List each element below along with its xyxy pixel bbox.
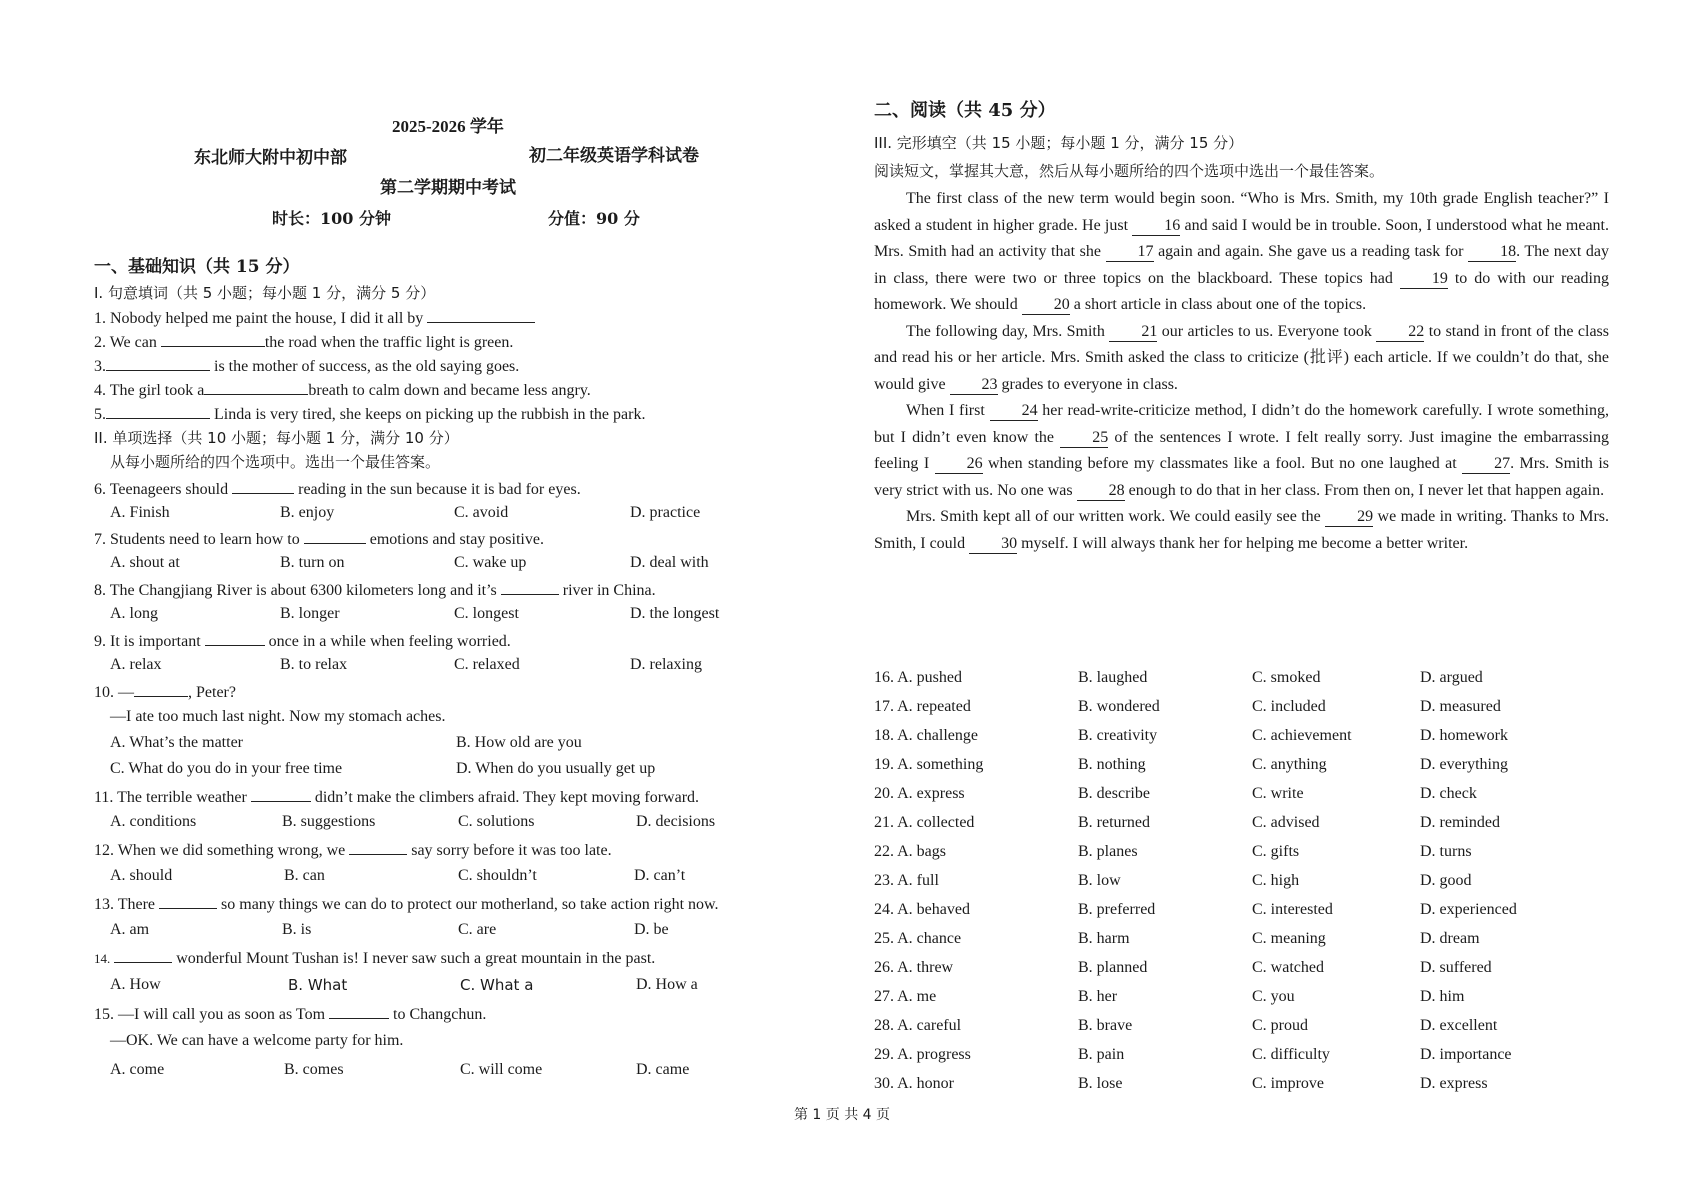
q8-option-c: C. longest <box>454 605 519 622</box>
q14-option-b: B. What <box>288 976 348 994</box>
q9-option-a: A. relax <box>110 656 162 673</box>
cloze-option-24-d: D. experienced <box>1420 901 1517 918</box>
q1-blank <box>427 307 535 323</box>
q8-blank <box>501 579 559 595</box>
part1-title: 一、基础知识（共 15 分） <box>94 257 300 277</box>
cloze-option-16-c: C. smoked <box>1252 669 1321 686</box>
cloze-option-26-b: B. planned <box>1078 959 1148 976</box>
cloze-option-28-b: B. brave <box>1078 1017 1133 1034</box>
q5 <box>94 403 645 425</box>
cloze-option-23-c: C. high <box>1252 872 1300 889</box>
cloze-option-27-c: C. you <box>1252 988 1295 1005</box>
q9-post: once in a while when feeling worried. <box>268 633 511 650</box>
q2 <box>94 331 513 353</box>
cloze-option-29-c: C. difficulty <box>1252 1046 1330 1063</box>
cloze-option-26-c: C. watched <box>1252 959 1324 976</box>
p3-text-1: When I first <box>906 402 990 419</box>
cloze-option-28-d: D. excellent <box>1420 1017 1498 1034</box>
q7 <box>94 528 544 550</box>
q5-blank <box>106 403 210 419</box>
q11-option-d: D. decisions <box>636 813 716 830</box>
q14 <box>94 947 655 969</box>
blank-21: 21 <box>1109 323 1157 342</box>
cloze-option-21-c: C. advised <box>1252 814 1320 831</box>
q15-post: to Changchun. <box>393 1006 487 1023</box>
q13-option-d: D. be <box>634 921 669 938</box>
cloze-option-26-a: 26. A. threw <box>874 959 954 976</box>
q12-post: say sorry before it was too late. <box>411 842 612 859</box>
q12-blank <box>349 839 407 855</box>
p3-text-2: her read-write-criticize method, I didn’t do the homework carefully. I wrote something, but I didn’t even know the <box>874 402 1610 446</box>
q4-post: breath to calm down and became less angry. <box>308 382 591 399</box>
q7-pre: 7. Students need to learn how to <box>94 531 300 548</box>
cloze-option-20-b: B. describe <box>1078 785 1150 802</box>
p3-text-6: enough to do that in her class. From then on, I never let that happen again. <box>1124 481 1605 499</box>
q11-option-c: C. solutions <box>458 813 535 830</box>
blank-26: 26 <box>935 455 983 474</box>
cloze-option-22-a: 22. A. bags <box>874 843 946 860</box>
cloze-option-19-a: 19. A. something <box>874 756 984 773</box>
q14-option-c: C. What a <box>460 976 534 994</box>
q9-option-b: B. to relax <box>280 656 348 673</box>
p3-text-4: when standing before my classmates like a fool. But no one laughed at <box>982 455 1463 472</box>
cloze-option-28-c: C. proud <box>1252 1017 1308 1034</box>
cloze-option-18-b: B. creativity <box>1078 727 1158 744</box>
q11-post: didn’t make the climbers afraid. They kept moving forward. <box>314 789 700 806</box>
cloze-option-28-a: 28. A. careful <box>874 1017 962 1034</box>
cloze-option-18-d: D. homework <box>1420 727 1508 744</box>
cloze-option-21-b: B. returned <box>1078 814 1150 831</box>
blank-29: 29 <box>1325 508 1373 527</box>
cloze-option-27-a: 27. A. me <box>874 988 937 1005</box>
q10-pre: 10. — <box>94 684 134 701</box>
blank-16: 16 <box>1132 217 1180 236</box>
cloze-option-21-a: 21. A. collected <box>874 814 975 831</box>
cloze-option-30-a: 30. A. honor <box>874 1075 954 1092</box>
p1-text-5: to do with our reading homework. We should <box>874 269 1609 313</box>
cloze-passage <box>874 186 1609 557</box>
q6-option-c: C. avoid <box>454 504 509 521</box>
cloze-option-26-d: D. suffered <box>1420 959 1492 976</box>
p4-text-1: Mrs. Smith kept all of our written work. We could easily see the <box>906 508 1326 525</box>
q8-option-d: D. the longest <box>630 605 720 622</box>
cloze-option-30-b: B. lose <box>1078 1075 1123 1092</box>
q2-blank <box>161 331 265 347</box>
exam-subject: 初二年级英语学科试卷 <box>529 146 699 166</box>
q6-blank <box>232 478 294 494</box>
q3-post: is the mother of success, as the old saying goes. <box>214 358 520 375</box>
cloze-option-25-a: 25. A. chance <box>874 930 962 947</box>
q9-pre: 9. It is important <box>94 633 201 650</box>
q15-option-c: C. will come <box>460 1061 543 1078</box>
q10-post: , Peter? <box>188 684 236 701</box>
p1-text-2: and said I would be in trouble. Soon, I understood what he meant. Mrs. Smith had an activity that she <box>874 216 1609 260</box>
q13 <box>94 893 719 915</box>
cloze-option-29-b: B. pain <box>1078 1046 1125 1063</box>
q11-option-b: B. suggestions <box>282 813 376 830</box>
q14-post: wonderful Mount Tushan is! I never saw such a great mountain in the past. <box>176 950 656 967</box>
q4-blank <box>204 379 308 395</box>
q8-pre: 8. The Changjiang River is about 6300 kilometers long and it’s <box>94 582 497 599</box>
q7-option-c: C. wake up <box>454 554 527 571</box>
q10-option-a: A. What’s the matter <box>110 734 243 751</box>
cloze-paragraph-2 <box>874 319 1609 399</box>
q7-post: emotions and stay positive. <box>369 531 544 548</box>
cloze-paragraph-1 <box>874 186 1609 319</box>
q8-option-a: A. long <box>110 605 158 622</box>
cloze-option-19-d: D. everything <box>1420 756 1508 773</box>
q9-option-c: C. relaxed <box>454 656 520 673</box>
part2-title: 二、阅读（共 45 分） <box>874 100 1056 121</box>
q8 <box>94 579 656 601</box>
blank-23: 23 <box>950 376 998 395</box>
cloze-option-16-a: 16. A. pushed <box>874 669 962 686</box>
p1-text-6: a short article in class about one of the topics. <box>1069 296 1367 313</box>
q13-option-a: A. am <box>110 921 150 938</box>
q12-pre: 12. When we did something wrong, we <box>94 842 346 859</box>
sec2-instruction: 从每小题所给的四个选项中。选出一个最佳答案。 <box>110 453 441 471</box>
cloze-option-22-d: D. turns <box>1420 843 1472 860</box>
blank-22: 22 <box>1376 323 1424 342</box>
cloze-option-16-b: B. laughed <box>1078 669 1148 686</box>
school-name: 东北师大附中初中部 <box>194 148 347 168</box>
cloze-option-30-c: C. improve <box>1252 1075 1324 1092</box>
sec2-title: II. 单项选择（共 10 小题；每小题 1 分，满分 10 分） <box>94 429 459 447</box>
cloze-option-17-b: B. wondered <box>1078 698 1160 715</box>
q13-blank <box>159 893 217 909</box>
cloze-option-23-b: B. low <box>1078 872 1121 889</box>
q12-option-d: D. can’t <box>634 867 686 884</box>
q2-post: the road when the traffic light is green. <box>264 334 514 351</box>
cloze-option-18-a: 18. A. challenge <box>874 727 978 744</box>
q4-pre: 4. The girl took a <box>94 382 205 399</box>
q15-option-b: B. comes <box>284 1061 344 1078</box>
q9 <box>94 630 511 652</box>
sec3-instruction: 阅读短文，掌握其大意，然后从每小题所给的四个选项中选出一个最佳答案。 <box>874 162 1385 180</box>
q8-post: river in China. <box>562 582 656 599</box>
cloze-option-21-d: D. reminded <box>1420 814 1500 831</box>
cloze-option-29-a: 29. A. progress <box>874 1046 971 1063</box>
sec3-title: III. 完形填空（共 15 小题；每小题 1 分，满分 15 分） <box>874 134 1244 152</box>
q12-option-a: A. should <box>110 867 173 884</box>
cloze-option-19-c: C. anything <box>1252 756 1327 773</box>
blank-28: 28 <box>1077 482 1125 501</box>
sec1-title: I. 句意填词（共 5 小题；每小题 1 分，满分 5 分） <box>94 284 436 302</box>
blank-27: 27 <box>1462 455 1510 474</box>
exam-name: 第二学期期中考试 <box>380 178 516 198</box>
p3-text-3: of the sentences I wrote. I felt really sorry. Just imagine the embarrassing feeling I <box>874 428 1610 472</box>
cloze-option-25-c: C. meaning <box>1252 930 1326 947</box>
q15-option-d: D. came <box>636 1061 690 1078</box>
cloze-option-22-c: C. gifts <box>1252 843 1300 860</box>
q14-blank <box>114 947 172 963</box>
blank-17: 17 <box>1106 243 1154 262</box>
q4 <box>94 379 591 401</box>
q5-pre: 5. <box>94 406 106 423</box>
q11 <box>94 786 699 808</box>
q2-pre: 2. We can <box>94 334 157 351</box>
cloze-option-27-b: B. her <box>1078 988 1118 1005</box>
q9-blank <box>205 630 265 646</box>
q6-post: reading in the sun because it is bad for eyes. <box>298 481 581 498</box>
q10-option-b: B. How old are you <box>456 734 582 751</box>
q15-blank <box>329 1003 389 1019</box>
p3-text-5: . Mrs. Smith is very strict with us. No one was <box>874 455 1610 499</box>
p2-text-3: to stand in front of the class and read his or her article. Mrs. Smith asked the class to criticize (批评) each article. If we couldn’t do that, she would give <box>874 322 1610 393</box>
q10 <box>94 681 236 703</box>
blank-25: 25 <box>1060 429 1108 448</box>
blank-19: 19 <box>1400 270 1448 289</box>
q11-blank <box>251 786 311 802</box>
p2-text-2: our articles to us. Everyone took <box>1157 322 1377 340</box>
p1-text-1: The first class of the new term would begin soon. “Who is Mrs. Smith, my 10th grade English teacher?” I asked a student in higher grade. He just <box>874 190 1609 234</box>
q11-pre: 11. The terrible weather <box>94 789 247 806</box>
school-year: 2025-2026 学年 <box>392 117 504 136</box>
cloze-paragraph-4 <box>874 504 1609 557</box>
q10-option-c: C. What do you do in your free time <box>110 760 343 777</box>
q12-option-b: B. can <box>284 867 325 884</box>
q13-pre: 13. There <box>94 896 156 913</box>
cloze-option-17-a: 17. A. repeated <box>874 698 971 715</box>
cloze-option-23-d: D. good <box>1420 872 1472 889</box>
q10-reply: —I ate too much last night. Now my stomach aches. <box>110 708 446 725</box>
q15 <box>94 1003 486 1025</box>
cloze-option-27-d: D. him <box>1420 988 1465 1005</box>
q13-post: so many things we can do to protect our motherland, so take action right now. <box>221 896 719 913</box>
cloze-option-17-d: D. measured <box>1420 698 1501 715</box>
exam-score: 分值：90 分 <box>548 209 640 228</box>
cloze-option-16-d: D. argued <box>1420 669 1483 686</box>
cloze-paragraph-3 <box>874 398 1609 504</box>
q15-reply: —OK. We can have a welcome party for him. <box>110 1032 404 1049</box>
q13-option-c: C. are <box>458 921 497 938</box>
q1-text: 1. Nobody helped me paint the house, I did it all by <box>94 310 424 327</box>
p2-text-4: grades to everyone in class. <box>997 375 1178 393</box>
q3 <box>94 355 519 377</box>
q3-blank <box>106 355 210 371</box>
cloze-option-24-b: B. preferred <box>1078 901 1156 918</box>
cloze-option-19-b: B. nothing <box>1078 756 1146 773</box>
q10-option-d: D. When do you usually get up <box>456 760 656 777</box>
cloze-option-17-c: C. included <box>1252 698 1326 715</box>
p4-text-2: we made in writing. Thanks to Mrs. Smith, I could <box>874 508 1609 552</box>
cloze-option-29-d: D. importance <box>1420 1046 1512 1063</box>
blank-24: 24 <box>990 402 1038 421</box>
cloze-option-25-b: B. harm <box>1078 930 1130 947</box>
exam-duration: 时长：100 分钟 <box>272 209 391 228</box>
blank-30: 30 <box>969 535 1017 554</box>
q12 <box>94 839 612 861</box>
cloze-option-25-d: D. dream <box>1420 930 1480 947</box>
q7-option-a: A. shout at <box>110 554 180 571</box>
q13-option-b: B. is <box>282 921 312 938</box>
q6 <box>94 478 581 500</box>
q10-blank <box>134 681 188 697</box>
cloze-option-24-c: C. interested <box>1252 901 1333 918</box>
q12-option-c: C. shouldn’t <box>458 867 537 884</box>
q1 <box>94 307 535 329</box>
cloze-option-23-a: 23. A. full <box>874 872 939 889</box>
q15-option-a: A. come <box>110 1061 165 1078</box>
cloze-option-22-b: B. planes <box>1078 843 1138 860</box>
q3-pre: 3. <box>94 358 106 375</box>
q5-post: Linda is very tired, she keeps on picking up the rubbish in the park. <box>214 406 646 423</box>
blank-20: 20 <box>1022 296 1070 315</box>
cloze-option-20-d: D. check <box>1420 785 1477 802</box>
p2-text-1: The following day, Mrs. Smith <box>906 322 1110 340</box>
q7-blank <box>304 528 366 544</box>
q14-option-d: D. How a <box>636 976 698 993</box>
cloze-option-18-c: C. achievement <box>1252 727 1352 744</box>
q9-option-d: D. relaxing <box>630 656 702 673</box>
q6-option-d: D. practice <box>630 504 701 521</box>
p4-text-3: myself. I will always thank her for helping me become a better writer. <box>1017 534 1469 552</box>
q6-pre: 6. Teenageers should <box>94 481 229 498</box>
q6-option-a: A. Finish <box>110 504 170 521</box>
cloze-option-20-c: C. write <box>1252 785 1304 802</box>
p1-text-4: . The next day in class, there were two or three topics on the blackboard. These topics had <box>874 243 1610 287</box>
q14-pre: 14. <box>94 951 111 966</box>
q14-option-a: A. How <box>110 976 161 993</box>
q7-option-d: D. deal with <box>630 554 709 571</box>
q7-option-b: B. turn on <box>280 554 345 571</box>
cloze-option-24-a: 24. A. behaved <box>874 901 970 918</box>
q11-option-a: A. conditions <box>110 813 197 830</box>
page-footer: 第 1 页 共 4 页 <box>793 1107 891 1123</box>
p1-text-3: again and again. She gave us a reading task for <box>1153 243 1469 260</box>
q8-option-b: B. longer <box>280 605 340 622</box>
cloze-option-30-d: D. express <box>1420 1075 1488 1092</box>
blank-18: 18 <box>1468 243 1516 262</box>
cloze-option-20-a: 20. A. express <box>874 785 965 802</box>
q6-option-b: B. enjoy <box>280 504 335 521</box>
q15-pre: 15. —I will call you as soon as Tom <box>94 1006 326 1023</box>
